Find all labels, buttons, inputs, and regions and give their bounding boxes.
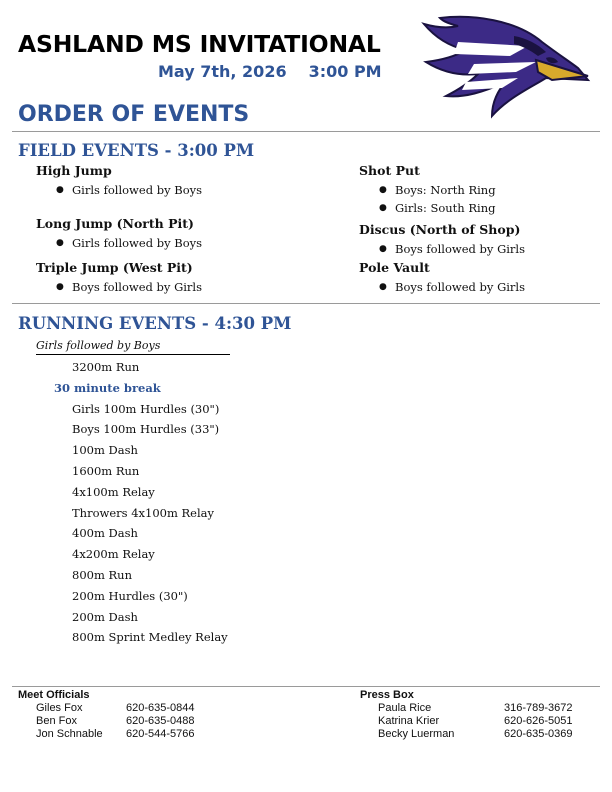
running-events-heading: RUNNING EVENTS - 4:30 PM — [18, 314, 292, 333]
event-name: Triple Jump (West Pit) — [36, 260, 193, 275]
event-discus — [359, 222, 525, 258]
meet-title: ASHLAND MS INVITATIONAL — [18, 30, 381, 58]
list-item: Throwers 4x100m Relay — [72, 505, 215, 520]
bird-mascot-icon — [418, 12, 594, 122]
list-item: 200m Dash — [72, 609, 138, 624]
divider — [12, 131, 600, 132]
list-item: ● Girls followed by Boys — [56, 236, 203, 250]
event-shot-put — [359, 163, 496, 217]
list-item: 800m Sprint Medley Relay — [72, 630, 228, 645]
event-name: Long Jump (North Pit) — [36, 216, 194, 231]
event-name: Shot Put — [359, 163, 420, 178]
running-events-list — [54, 357, 228, 648]
list-item: 100m Dash — [72, 443, 138, 458]
list-item: 400m Dash — [72, 526, 138, 541]
list-item: ● Boys followed by Girls — [379, 280, 526, 294]
divider — [12, 303, 600, 304]
break-label: 30 minute break — [54, 380, 161, 395]
contact-row: Katrina Krier 620-626-5051 — [378, 715, 573, 727]
list-item: 4x200m Relay — [72, 547, 155, 562]
list-item: 3200m Run — [72, 360, 140, 374]
list-item: 800m Run — [72, 567, 132, 582]
meet-time: 3:00 PM — [308, 62, 382, 81]
event-triple-jump — [36, 260, 202, 296]
event-name: Discus (North of Shop) — [359, 222, 521, 237]
divider — [12, 686, 600, 687]
meet-officials-title: Meet Officials — [18, 689, 90, 701]
meet-officials — [18, 688, 238, 741]
list-item: ● Girls followed by Boys — [56, 183, 203, 197]
event-name: Pole Vault — [359, 260, 430, 275]
contact-row: Giles Fox 620-635-0844 — [36, 702, 195, 714]
event-pole-vault — [359, 260, 525, 296]
list-item: 4x100m Relay — [72, 484, 155, 499]
running-order-note: Girls followed by Boys — [36, 339, 230, 355]
press-box — [360, 688, 590, 741]
order-of-events-title: ORDER OF EVENTS — [18, 102, 250, 127]
meet-date-time — [158, 62, 382, 81]
contact-row: Ben Fox 620-635-0488 — [36, 715, 195, 727]
contact-row: Paula Rice 316-789-3672 — [378, 702, 573, 714]
list-item: ● Boys: North Ring — [379, 183, 496, 197]
list-item: ● Boys followed by Girls — [379, 242, 526, 256]
list-item: Girls 100m Hurdles (30") — [72, 401, 220, 416]
contact-row: Jon Schnable 620-544-5766 — [36, 728, 195, 740]
field-events-heading: FIELD EVENTS - 3:00 PM — [18, 141, 255, 160]
event-high-jump — [36, 163, 202, 199]
press-box-title: Press Box — [360, 689, 414, 701]
contact-row: Becky Luerman 620-635-0369 — [378, 728, 573, 740]
event-long-jump — [36, 216, 202, 252]
list-item: ● Boys followed by Girls — [56, 280, 203, 294]
list-item: Boys 100m Hurdles (33") — [72, 422, 220, 437]
meet-date: May 7th, 2026 — [158, 62, 287, 81]
list-item: 1600m Run — [72, 463, 140, 478]
event-name: High Jump — [36, 163, 112, 178]
list-item: 200m Hurdles (30") — [72, 588, 188, 603]
list-item: ● Girls: South Ring — [379, 201, 496, 215]
